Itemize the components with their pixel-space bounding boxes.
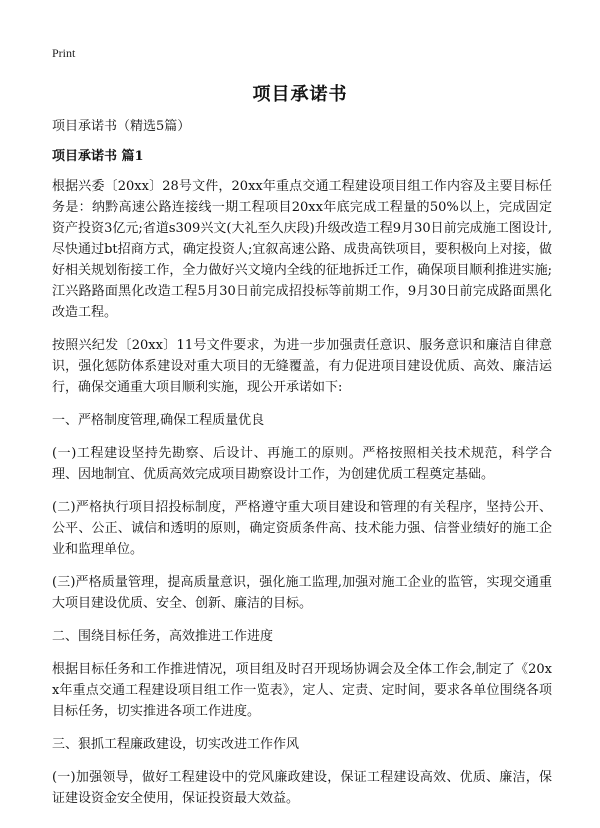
paragraph-4: (二)严格执行项目招投标制度，严格遵守重大项目建设和管理的有关程序，坚持公开、公平、公正、诚信和透明的原则，确定资质条件高、技术能力强、信誉业绩好的施工企业和监理单位。 xyxy=(52,500,552,557)
paragraph-6: 根据目标任务和工作推进情况，项目组及时召开现场协调会及全体工作会,制定了《20xx年重点交通工程建设项目组工作一览表》，定人、定责、定时间，要求各单位围绕各项目标任务，切实推进各项工作进度。 xyxy=(52,662,552,719)
heading-item-2: 二、围绕目标任务，高效推进工作进度 xyxy=(52,629,274,644)
paragraph-2: 按照兴纪发〔20xx〕11号文件要求，为进一步加强责任意识、服务意识和廉洁自律意识，强化惩防体系建设对重大项目的无缝覆盖，有力促进项目建设优质、高效、廉洁运行，确保交通重大项目顺利实施，现公开承诺如下: xyxy=(52,338,552,395)
document-title: 项目承诺书 xyxy=(252,84,348,105)
paragraph-1: 根据兴委〔20xx〕28号文件，20xx年重点交通工程建设项目组工作内容及主要目标任务是：纳黔高速公路连接线一期工程项目20xx年底完成工程量的50%以上，完成固定资产投资3亿元;省道s309兴文(大礼至久庆段)升级改造工程9月30日前完成施工图设计,尽快通过bt招商方式，确定投资人;宜叙高速公路、成贵高铁项目，要积极向上对接，做好相关规划衔接工作，全力做好兴文境内全线的征地拆迁工作，确保项目顺利推进实施;江兴路路面黑化改造工程5月30日前完成招投标等前期工作，9月30日前完成路面黑化改造工程。 xyxy=(52,179,552,320)
paragraph-5: (三)严格质量管理，提高质量意识，强化施工监理,加强对施工企业的监管，实现交通重大项目建设优质、安全、创新、廉洁的目标。 xyxy=(52,575,552,611)
heading-item-1: 一、严格制度管理,确保工程质量优良 xyxy=(52,413,265,428)
document-subtitle: 项目承诺书（精选5篇） xyxy=(52,119,191,134)
paragraph-3: (一)工程建设坚持先勘察、后设计、再施工的原则。严格按照相关技术规范，科学合理、因地制宜、优质高效完成项目勘察设计工作，为创建优质工程奠定基础。 xyxy=(52,446,552,482)
print-link[interactable]: Print xyxy=(52,46,76,60)
heading-item-3: 三、狠抓工程廉政建设，切实改进工作作风 xyxy=(52,737,300,752)
section-heading: 项目承诺书 篇1 xyxy=(52,149,144,164)
paragraph-7: (一)加强领导，做好工程建设中的党风廉政建设，保证工程建设高效、优质、廉洁，保证建设资金安全使用，保证投资最大效益。 xyxy=(52,770,552,806)
document-body xyxy=(52,118,552,821)
